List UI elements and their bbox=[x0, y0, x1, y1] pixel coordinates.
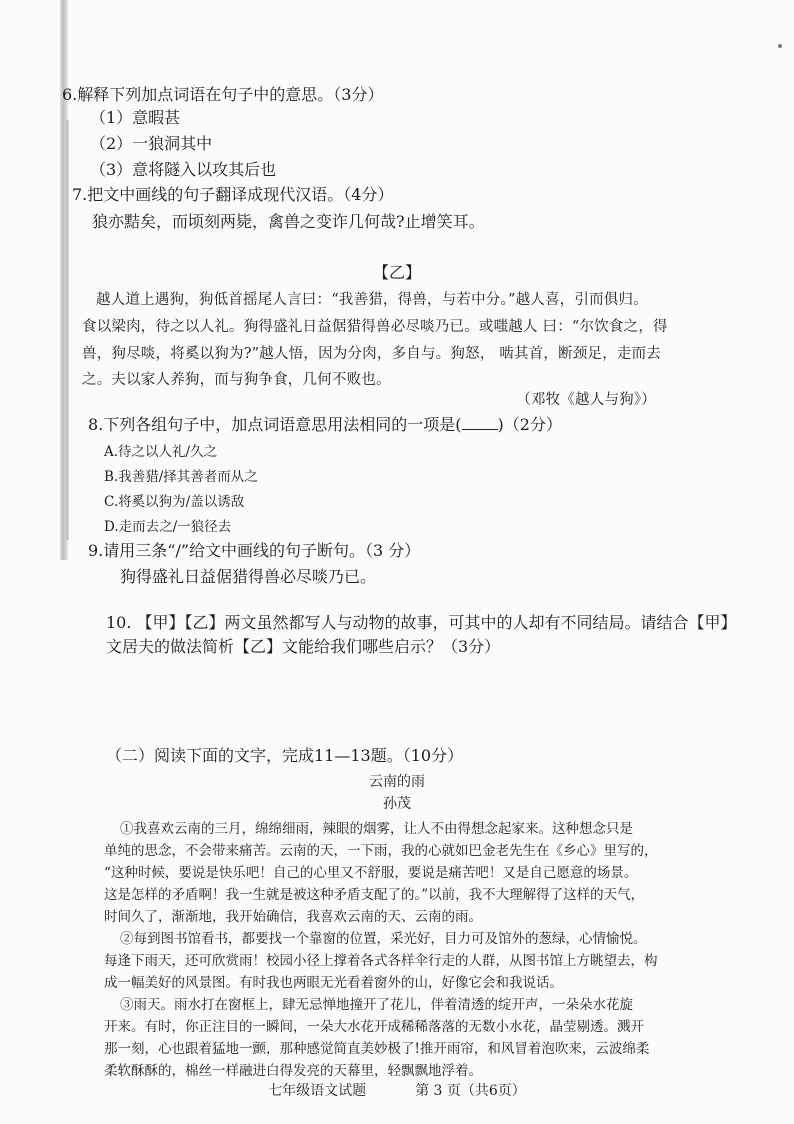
footer-subject: 七年级语文试题 bbox=[268, 1083, 367, 1099]
q6-item-3: （3）意将隧入以攻其后也 bbox=[90, 160, 277, 179]
yi-line-2: 食以梁肉，待之以人礼。狗得盛礼日益倨猎得兽必尽啖乃已。或嗤越人 曰：“尔饮食之，得 bbox=[82, 319, 668, 335]
article-line-8: 成一幅美好的风景图。有时我也两眼无光看着窗外的山，好像它会和我说话。 bbox=[104, 975, 563, 991]
yi-line-4: 之。夫以家人养狗，而与狗争食，几何不败也。 bbox=[82, 372, 391, 388]
article-line-5: 时间久了，渐渐地，我开始确信，我喜欢云南的天、云南的雨。 bbox=[104, 909, 482, 925]
article-line-12: 柔软酥酥的，棉丝一样融进白得发亮的天幕里，轻飘飘地浮着。 bbox=[104, 1063, 482, 1079]
q10-line-1: 10. 【甲】【乙】两文虽然都写人与动物的故事，可其中的人却有不同结局。请结合【甲】 bbox=[106, 613, 737, 632]
q8-option-d: D.走而去之/一狼径去 bbox=[104, 519, 232, 535]
q7-sentence: 狼亦黠矣，而顷刻两毙，禽兽之变诈几何哉?止增笑耳。 bbox=[92, 212, 485, 231]
q8-option-b: B.我善猎/择其善者而从之 bbox=[104, 469, 258, 485]
article-line-2: 单纯的思念，不会带来痛苦。云南的天，一下雨，我的心就如巴金老先生在《乡心》里写的， bbox=[104, 843, 658, 859]
footer-page: 第 3 页（共6页） bbox=[415, 1083, 526, 1099]
article-line-6: ②每到图书馆看书，都要找一个靠窗的位置，采光好，目力可及馆外的葱绿，心情愉悦。 bbox=[120, 931, 647, 947]
q8-option-c: C.将奚以狗为/盖以诱敌 bbox=[104, 494, 245, 510]
q6-stem: 6.解释下列加点词语在句子中的意思。（3分） bbox=[62, 85, 384, 104]
binding-shadow-inner bbox=[66, 120, 69, 540]
article-line-3: “这种时候，要说是快乐吧！自己的心里又不舒服，要说是痛苦吧！又是自己愿意的场景。 bbox=[104, 865, 638, 881]
answer-blank[interactable] bbox=[462, 415, 498, 430]
article-line-7: 每逢下雨天，还可欣赏雨！校园小径上撑着各式各样伞行走的人群，从图书馆上方眺望去，构 bbox=[104, 953, 658, 969]
q7-stem: 7.把文中画线的句子翻译成现代汉语。（4分） bbox=[72, 185, 394, 204]
q6-item-1: （1）意暇甚 bbox=[90, 108, 181, 127]
article-line-11: 那一刻，心也跟着猛地一颤，那种感觉简直美妙极了!推开雨帘，和风冒着泡吹来，云波绵柔 bbox=[104, 1041, 650, 1057]
yi-line-1: 越人道上遇狗，狗低首摇尾人言曰：“我善猎，得兽，与若中分。”越人喜，引而俱归。 bbox=[96, 292, 648, 308]
article-line-9: ③雨天。雨水打在窗框上，肆无忌惮地撞开了花儿，伴着清透的绽开声，一朵朵水花旋 bbox=[120, 997, 633, 1013]
section2-heading: （二）阅读下面的文字，完成11—13题。（10分） bbox=[106, 746, 464, 765]
q9-sentence: 狗得盛礼日益倨猎得兽必尽啖乃已。 bbox=[120, 567, 377, 586]
article-author: 孙茂 bbox=[383, 796, 411, 812]
q8-stem: 8.下列各组句子中，加点词语意思用法相同的一项是( )（2分） bbox=[88, 415, 562, 434]
q9-stem: 9.请用三条“/”给文中画线的句子断句。（3 分） bbox=[88, 541, 421, 560]
article-line-1: ①我喜欢云南的三月，绵绵细雨，辣眼的烟雾，让人不由得想念起家来。这种想念只是 bbox=[120, 821, 633, 837]
yi-heading: 【乙】 bbox=[372, 263, 421, 282]
yi-source: （邓牧《越人与狗》） bbox=[516, 392, 656, 408]
q6-item-2: （2）一狼洞其中 bbox=[90, 134, 213, 153]
q10-line-2: 文居夫的做法简析【乙】文能给我们哪些启示？（3分） bbox=[106, 637, 501, 656]
page-footer bbox=[0, 1080, 794, 1100]
punch-dot bbox=[778, 44, 782, 48]
yi-line-3: 兽，狗尽啖，将奚以狗为?”越人悟，因为分肉，多自与。狗怒， 啮其首，断颈足，走而去 bbox=[82, 346, 661, 362]
article-line-10: 开来。有时，你正注目的一瞬间，一朵大水花开成稀稀落落的无数小水花，晶莹剔透。溅开 bbox=[104, 1019, 644, 1035]
article-line-4: 这是怎样的矛盾啊！我一生就是被这种矛盾支配了的。”以前，我不大理解得了这样的天气， bbox=[104, 887, 645, 903]
q8-option-a: A.待之以人礼/久之 bbox=[104, 444, 218, 460]
article-title: 云南的雨 bbox=[369, 774, 425, 790]
